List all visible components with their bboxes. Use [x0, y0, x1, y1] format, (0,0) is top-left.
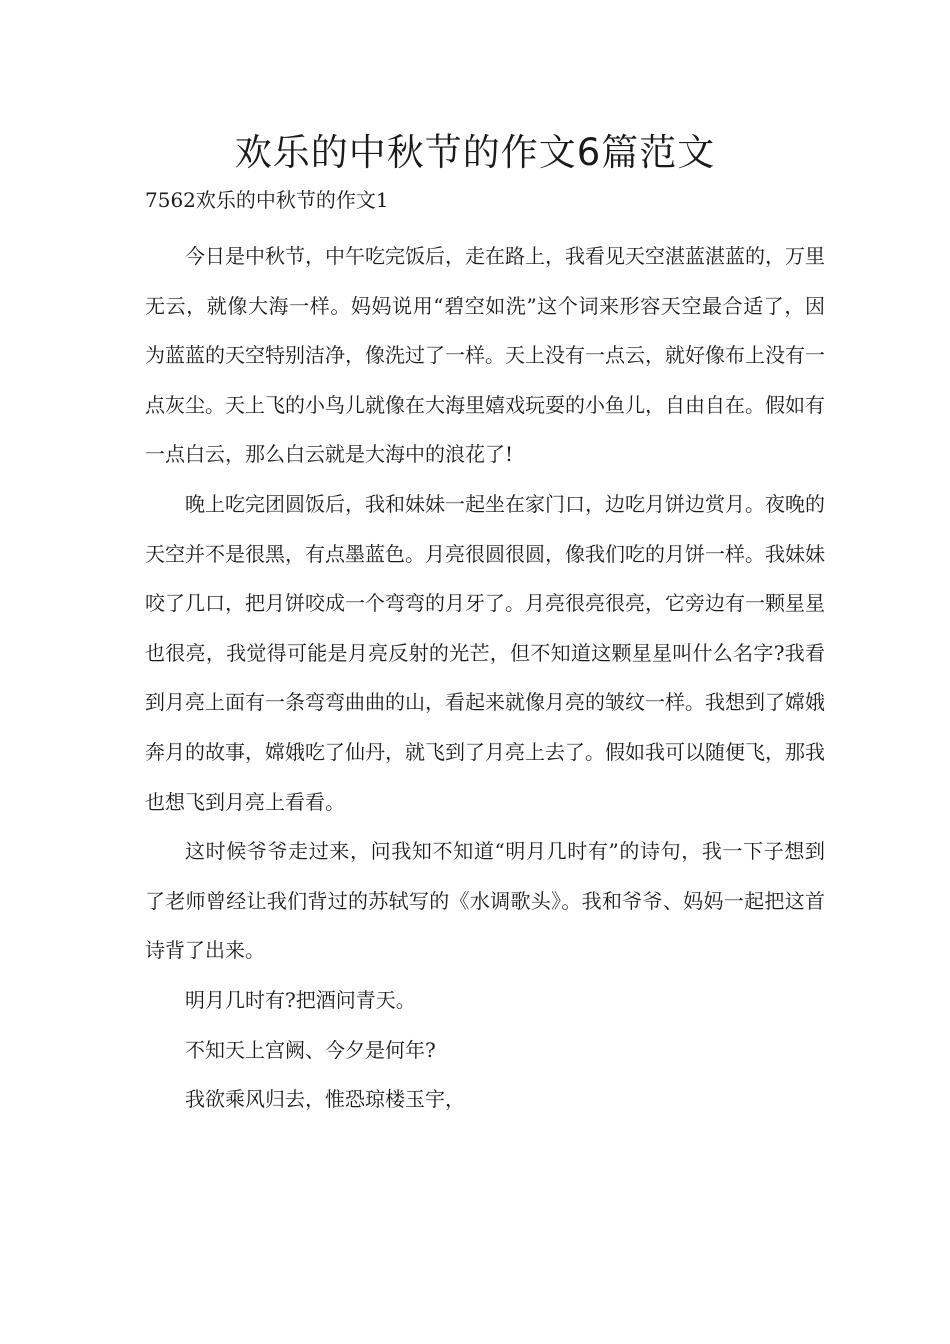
- poem-line: 不知天上宫阙、今夕是何年?: [185, 1037, 436, 1062]
- document-title: 欢乐的中秋节的作文6篇范文: [234, 131, 716, 174]
- paragraph: 这时候爷爷走过来，问我知不知道“明月几时有”的诗句，我一下子想到了老师曾经让我们背过的苏轼写的《水调歌头》。我和爷爷、妈妈一起把这首诗背了出来。: [145, 839, 825, 963]
- document-subtitle: 7562欢乐的中秋节的作文1: [145, 188, 389, 212]
- paragraph: 晚上吃完团圆饭后，我和妹妹一起坐在家门口，边吃月饼边赏月。夜晚的天空并不是很黑，有点墨蓝色。月亮很圆很圆，像我们吃的月饼一样。我妹妹咬了几口，把月饼咬成一个弯弯的月牙了。月亮很亮很亮，它旁边有一颗星星也很亮，我觉得可能是月亮反射的光芒，但不知道这颗星星叫什么名字?我看到月亮上面有一条弯弯曲曲的山，看起来就像月亮的皱纹一样。我想到了嫦娥奔月的故事，嫦娥吃了仙丹，就飞到了月亮上去了。假如我可以随便飞，那我也想飞到月亮上看看。: [145, 491, 825, 814]
- poem-line: 我欲乘风归去，惟恐琼楼玉宇，: [185, 1087, 465, 1112]
- document-body: [145, 232, 825, 1125]
- poem-line: 明月几时有?把酒问青天。: [185, 987, 416, 1012]
- paragraph: 今日是中秋节，中午吃完饭后，走在路上，我看见天空湛蓝湛蓝的，万里无云，就像大海一样。妈妈说用“碧空如洗”这个词来形容天空最合适了，因为蓝蓝的天空特别洁净，像洗过了一样。天上没有一点云，就好像布上没有一点灰尘。天上飞的小鸟儿就像在大海里嬉戏玩耍的小鱼儿，自由自在。假如有一点白云，那么白云就是大海中的浪花了!: [145, 244, 825, 467]
